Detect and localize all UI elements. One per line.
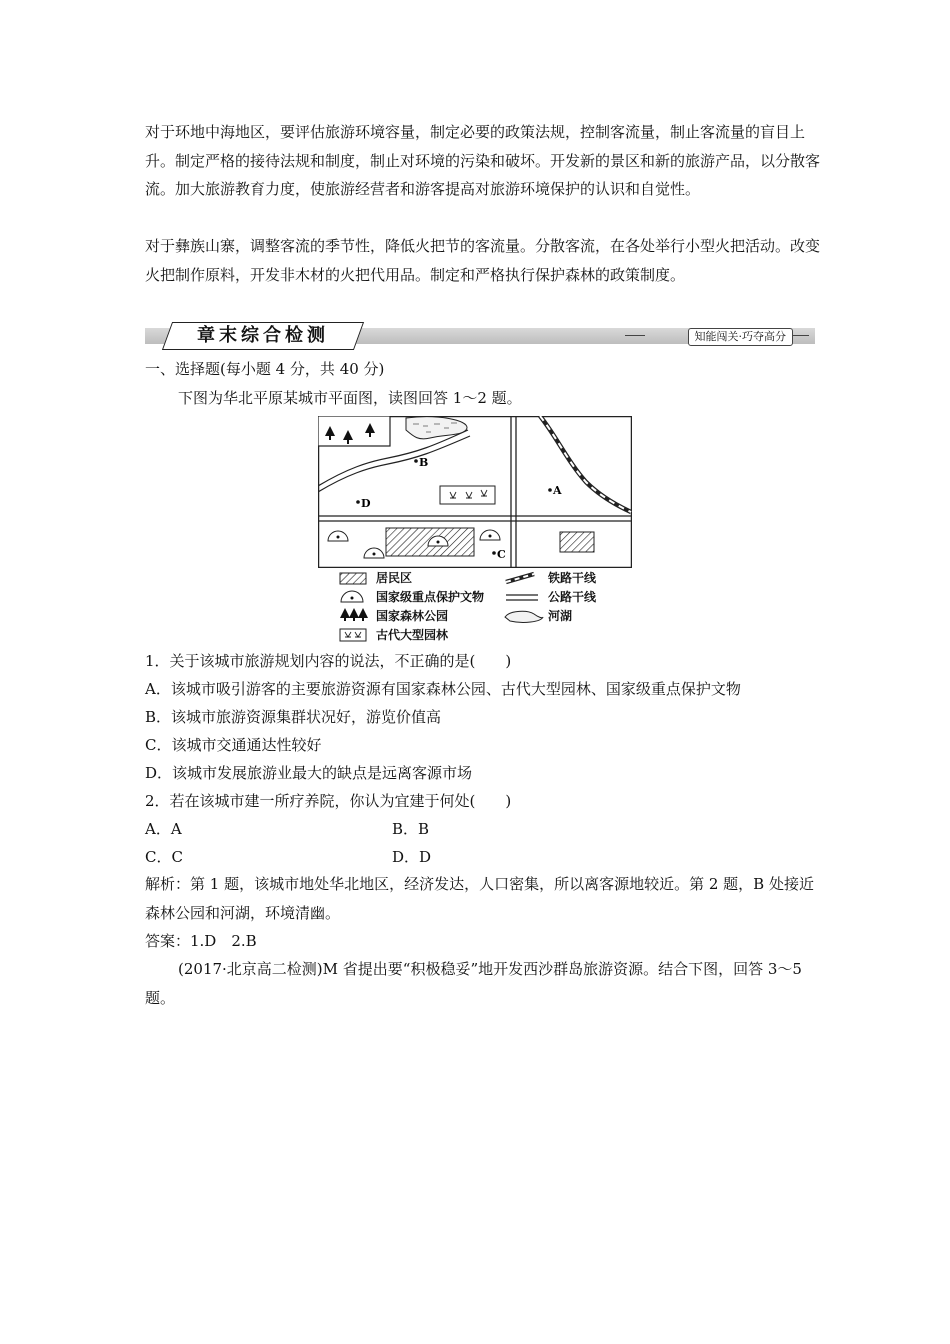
answer-text: 答案：1.D 2.B <box>145 932 257 950</box>
legend-forest-label: 国家森林公园 <box>376 609 449 623</box>
q2-option-a: A．A <box>145 820 182 838</box>
legend-garden-symbol <box>340 629 366 641</box>
label-c: C <box>497 548 506 561</box>
section-heading: 一、选择题(每小题 4 分，共 40 分) <box>145 360 385 378</box>
intro-paragraph-1: 对于环地中海地区，要评估旅游环境容量，制定必要的政策法规，控制客流量，制止客流量的盲目上升。制定严格的接待法规和制度，制止对环境的污染和破坏。开发新的景区和新的旅游产品，以分散客流。加大旅游教育力度，使旅游经营者和游客提高对旅游环境保护的认识和自觉性。 <box>145 123 821 198</box>
analysis-text: 解析：第 1 题，该城市地处华北地区，经济发达，人口密集，所以离客源地较近。第 2 题，B 处接近森林公园和河湖，环境清幽。 <box>145 875 814 922</box>
legend-forest-symbol <box>340 608 368 621</box>
residential-area-east <box>560 532 594 552</box>
label-b: B <box>419 456 429 469</box>
legend-railway-symbol <box>506 574 534 582</box>
map-legend <box>338 570 618 645</box>
banner-title: 章末综合检测 <box>197 325 329 346</box>
q1-stem: 1．关于该城市旅游规划内容的说法，不正确的是( ) <box>145 652 512 670</box>
q1-option-c: C．该城市交通通达性较好 <box>145 736 322 754</box>
q1-option-a: A．该城市吸引游客的主要旅游资源有国家森林公园、古代大型园林、国家级重点保护文物 <box>145 680 741 698</box>
legend-garden-label: 古代大型园林 <box>376 628 449 642</box>
legend-residential-symbol <box>340 573 366 584</box>
legend-railway-label: 铁路干线 <box>548 571 597 585</box>
q2-option-c: C．C <box>145 848 183 866</box>
city-map <box>318 416 632 568</box>
legend-highway-symbol <box>506 595 538 600</box>
point-d <box>356 500 360 504</box>
legend-residential-label: 居民区 <box>376 571 413 585</box>
legend-river-symbol <box>505 611 543 622</box>
chapter-banner <box>145 322 815 348</box>
q2-stem: 2．若在该城市建一所疗养院，你认为宜建于何处( ) <box>145 792 512 810</box>
intro-paragraph-2: 对于彝族山寨，调整客流的季节性，降低火把节的客流量。分散客流，在各处举行小型火把活动。改变火把制作原料，开发非木材的火把代用品。制定和严格执行保护森林的政策制度。 <box>145 237 821 284</box>
map-intro: 下图为华北平原某城市平面图，读图回答 1～2 题。 <box>178 389 522 407</box>
legend-relic-label: 国家级重点保护文物 <box>376 590 485 604</box>
q1-option-b: B．该城市旅游资源集群状况好，游览价值高 <box>145 708 442 726</box>
q2-option-d: D．D <box>392 848 432 866</box>
banner-title-box <box>162 322 364 350</box>
point-b <box>414 459 418 463</box>
point-c <box>492 551 496 555</box>
q1-option-d: D．该城市发展旅游业最大的缺点是远离客源市场 <box>145 764 473 782</box>
q2-option-b: B．B <box>392 820 430 838</box>
banner-tag: 知能闯关·巧夺高分 <box>688 328 794 346</box>
legend-river-label: 河湖 <box>548 609 573 623</box>
next-question-intro: (2017·北京高二检测)M 省提出要“积极稳妥”地开发西沙群岛旅游资源。结合下图，回答 3～5 题。 <box>145 960 802 1007</box>
label-d: D <box>361 497 371 510</box>
label-a: A <box>553 484 562 497</box>
point-a <box>548 488 552 492</box>
legend-highway-label: 公路干线 <box>548 590 597 604</box>
